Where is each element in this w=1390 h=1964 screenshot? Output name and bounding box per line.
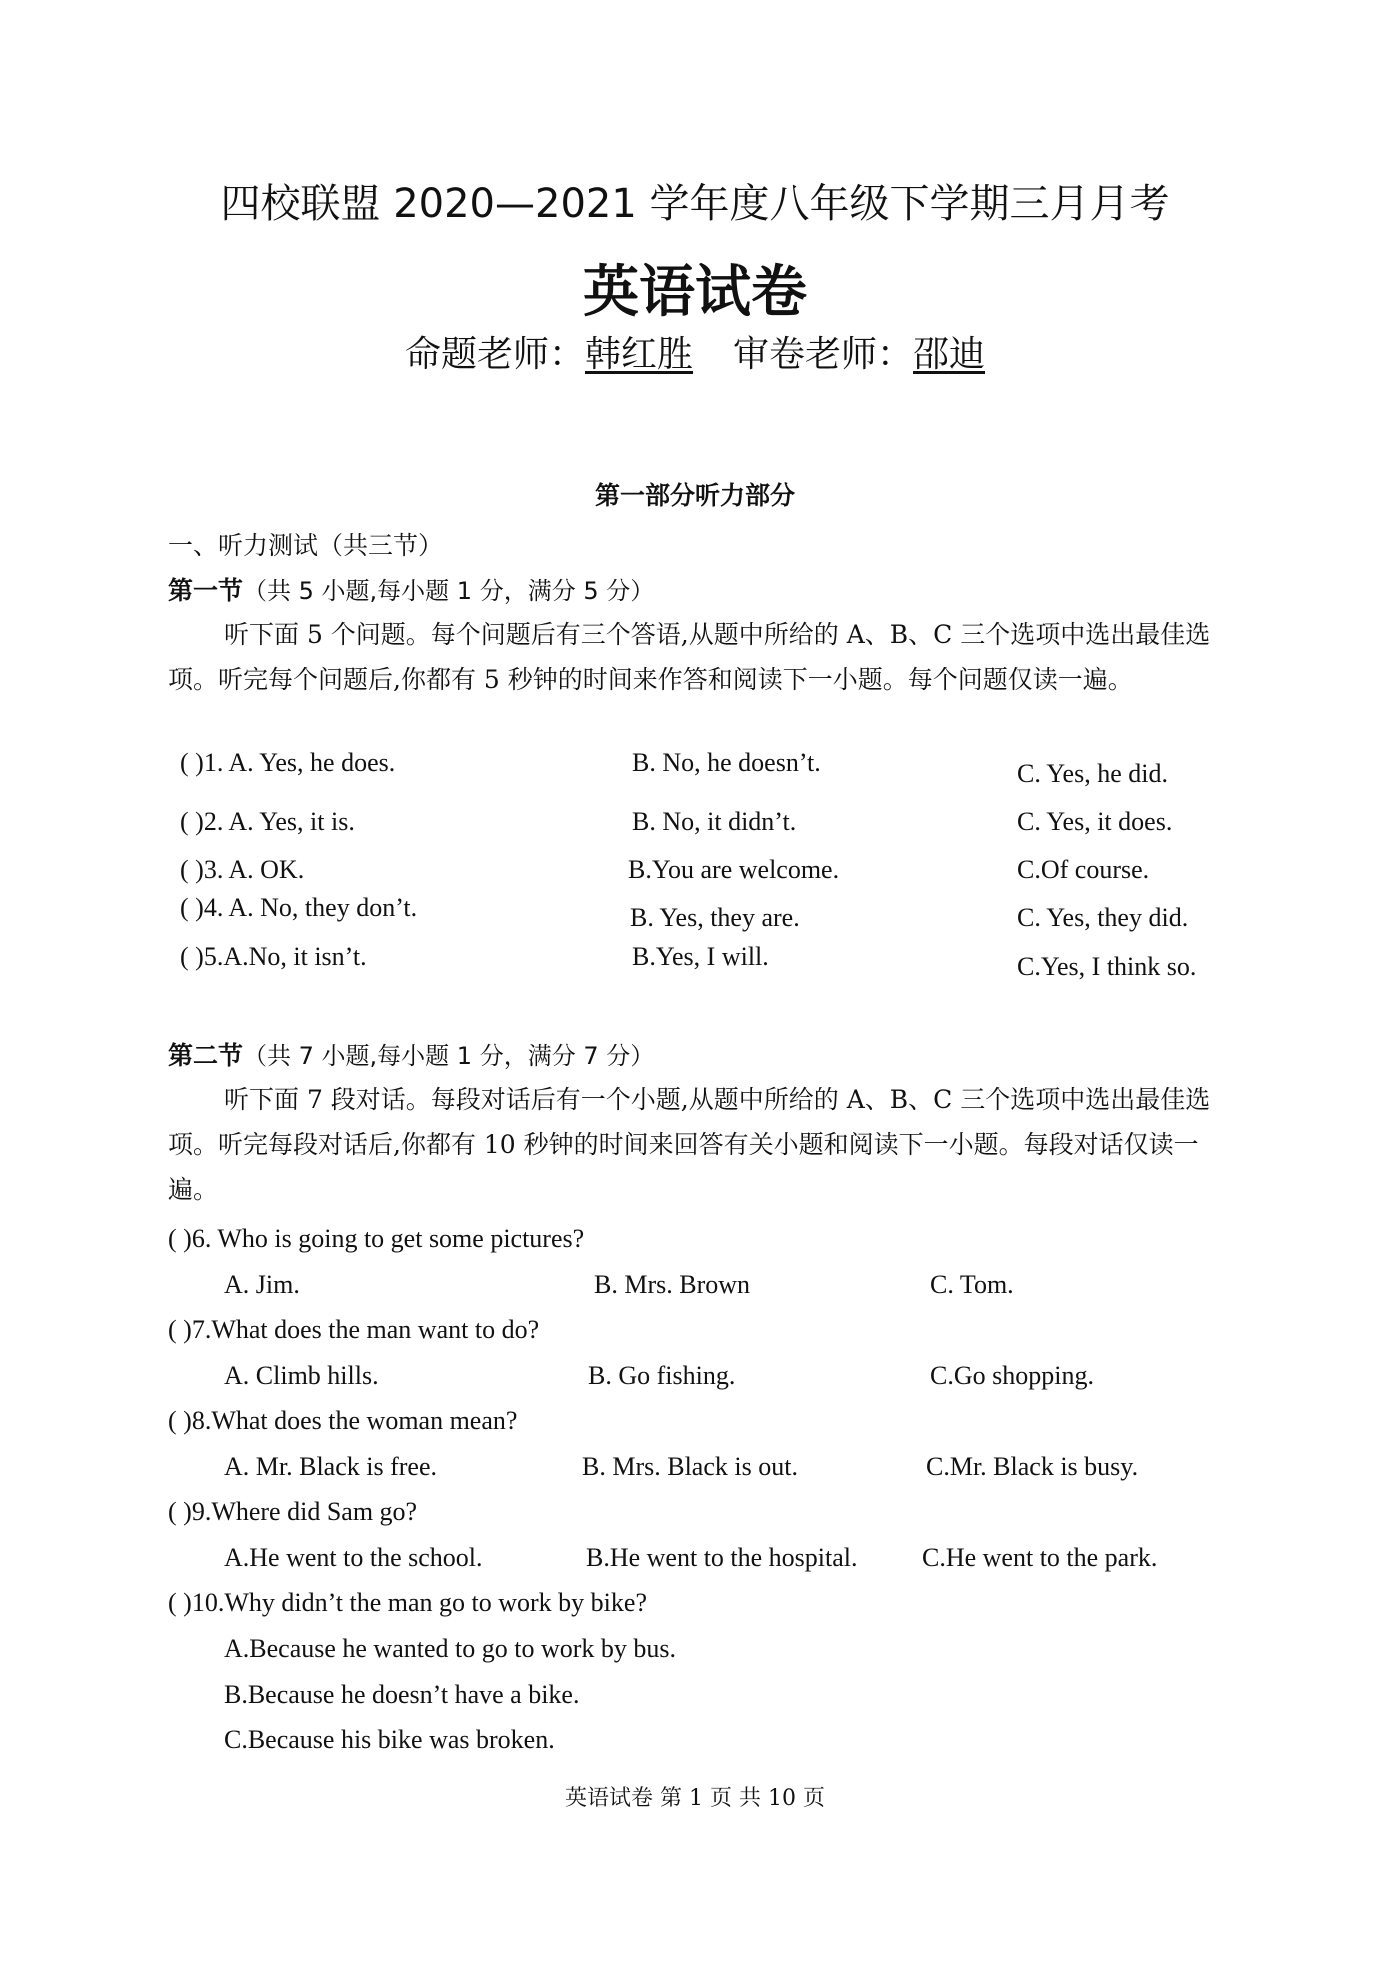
question-8-option-b: B. Mrs. Black is out.	[582, 1452, 798, 1481]
exam-subject: 英语试卷	[583, 260, 807, 325]
question-9: ( )9.Where did Sam go?	[168, 1497, 418, 1526]
question-9-option-a: A.He went to the school.	[224, 1543, 483, 1572]
question-7: ( )7.What does the man want to do?	[168, 1315, 540, 1344]
section-heading: 一、听力测试（共三节）	[168, 531, 444, 560]
question-2: ( )2. A. Yes, it is.	[180, 807, 355, 836]
section2-label: 第二节	[168, 1041, 244, 1070]
exam-title: 四校联盟 2020—2021 学年度八年级下学期三月月考	[220, 181, 1170, 227]
section2-info: （共 7 小题,每小题 1 分，满分 7 分）	[243, 1042, 655, 1070]
question-4-option-c: C. Yes, they did.	[1017, 903, 1189, 932]
question-1-option-c: C. Yes, he did.	[1017, 759, 1168, 788]
question-6-option-b: B. Mrs. Brown	[594, 1270, 751, 1299]
question-10-option-a: A.Because he wanted to go to work by bus.	[224, 1634, 677, 1663]
question-5-option-b: B.Yes, I will.	[632, 942, 769, 971]
question-3-option-c: C.Of course.	[1017, 855, 1150, 884]
question-8: ( )8.What does the woman mean?	[168, 1406, 518, 1435]
question-10: ( )10.Why didn’t the man go to work by bike?	[168, 1588, 647, 1617]
section2-heading	[168, 1038, 654, 1074]
question-5-option-c: C.Yes, I think so.	[1017, 952, 1197, 981]
question-7-option-c: C.Go shopping.	[930, 1361, 1094, 1390]
teacher-line	[0, 330, 1390, 380]
section2-instructions: 听下面 7 段对话。每段对话后有一个小题,从题中所给的 A、B、C 三个选项中选出最佳选项。听完每段对话后,你都有 10 秒钟的时间来回答有关小题和阅读下一小题。每段对话仅读一遍。	[168, 1085, 1211, 1204]
question-3: ( )3. A. OK.	[180, 855, 305, 884]
question-6-option-c: C. Tom.	[930, 1270, 1014, 1299]
section1-instructions: 听下面 5 个问题。每个问题后有三个答语,从题中所给的 A、B、C 三个选项中选出最佳选项。听完每个问题后,你都有 5 秒钟的时间来作答和阅读下一小题。每个问题仅读一遍。	[168, 620, 1211, 694]
question-2-option-b: B. No, it didn’t.	[632, 807, 797, 836]
setter-name: 韩红胜	[584, 334, 693, 375]
question-5: ( )5.A.No, it isn’t.	[180, 942, 367, 971]
question-7-option-a: A. Climb hills.	[224, 1361, 379, 1390]
question-1-option-b: B. No, he doesn’t.	[632, 748, 821, 777]
reviewer-name: 邵迪	[913, 334, 986, 375]
page-footer: 英语试卷 第 1 页 共 10 页	[565, 1786, 825, 1811]
question-8-option-a: A. Mr. Black is free.	[224, 1452, 438, 1481]
section1-info: （共 5 小题,每小题 1 分，满分 5 分）	[243, 577, 655, 605]
question-4: ( )4. A. No, they don’t.	[180, 893, 418, 922]
reviewer-label: 审卷老师：	[733, 334, 914, 375]
question-10-option-c: C.Because his bike was broken.	[224, 1725, 555, 1754]
section1-heading	[168, 573, 654, 609]
question-8-option-c: C.Mr. Black is busy.	[926, 1452, 1139, 1481]
question-6-option-a: A. Jim.	[224, 1270, 300, 1299]
question-9-option-b: B.He went to the hospital.	[586, 1543, 858, 1572]
part-title: 第一部分听力部分	[594, 481, 795, 510]
question-4-option-b: B. Yes, they are.	[630, 903, 800, 932]
setter-label: 命题老师：	[404, 334, 585, 375]
question-6: ( )6. Who is going to get some pictures?	[168, 1224, 585, 1253]
question-2-option-c: C. Yes, it does.	[1017, 807, 1173, 836]
question-1: ( )1. A. Yes, he does.	[180, 748, 396, 777]
section1-label: 第一节	[168, 576, 244, 605]
question-3-option-b: B.You are welcome.	[628, 855, 840, 884]
question-10-option-b: B.Because he doesn’t have a bike.	[224, 1680, 580, 1709]
question-9-option-c: C.He went to the park.	[922, 1543, 1158, 1572]
question-7-option-b: B. Go fishing.	[588, 1361, 736, 1390]
